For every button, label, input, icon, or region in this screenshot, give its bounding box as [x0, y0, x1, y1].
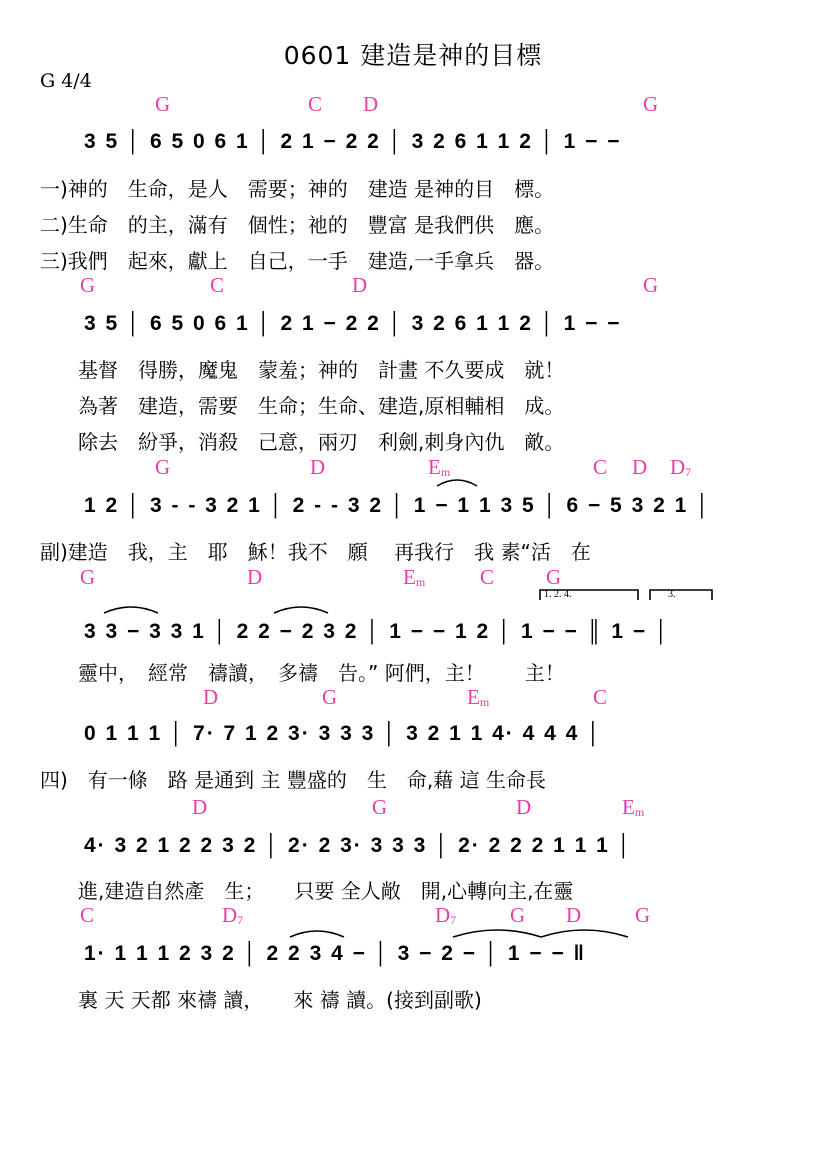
chord-d7: $D_7$ — [435, 903, 457, 927]
chord: C — [308, 92, 323, 116]
chord: D — [632, 455, 648, 479]
lyric-line: 四) 有一條 路 是通到 主 豐盛的 生 命,藉 這 生命長 — [40, 768, 546, 792]
lyric-line: 為著 建造，需要 生命；生命、建造,原相輔相 成。 — [78, 394, 565, 418]
lyric-line: 裏 天 天都 來禱 讀， 來 禱 讀。(接到副歌) — [78, 988, 482, 1012]
chord: D — [566, 903, 582, 927]
notes-line: 3 5 │ 6 5 0 6 1 │ 2 1 − 2 2 │ 3 2 6 1 1 2 │ 1 − − — [84, 130, 622, 153]
chord-em: $E_m$ — [467, 685, 490, 709]
chord: G — [155, 455, 171, 479]
chord: G — [643, 273, 659, 297]
chord: D — [192, 795, 208, 819]
lyric-line: 基督 得勝，魔鬼 蒙羞；神的 計畫 不久要成 就！ — [78, 358, 565, 382]
chord: C — [593, 455, 608, 479]
chord: G — [80, 273, 96, 297]
chord: C — [210, 273, 225, 297]
chord: D — [203, 685, 219, 709]
lyric-line: 靈中， 經常 禱讀， 多禱 告。” 阿們，主！ 主！ — [78, 661, 565, 685]
chord-em: $E_m$ — [428, 455, 451, 479]
chord: D — [363, 92, 379, 116]
chord: G — [372, 795, 388, 819]
lyric-line: 一)神的 生命，是人 需要；神的 建造 是神的目 標。 — [40, 177, 555, 201]
chord-d7: $D_7$ — [670, 455, 692, 479]
chord: G — [510, 903, 526, 927]
page-title: 0601 建造是神的目標 — [283, 41, 543, 70]
chord: G — [546, 565, 562, 589]
chord-em: $E_m$ — [622, 795, 645, 819]
chord: G — [322, 685, 338, 709]
volta-label-2: 3. — [668, 589, 676, 600]
chord: G — [643, 92, 659, 116]
volta-label-1: 1. 2. 4. — [544, 589, 572, 600]
lyric-line: 二)生命 的主，滿有 個性；祂的 豐富 是我們供 應。 — [40, 213, 555, 237]
notes-line: 4· 3 2 1 2 2 3 2 │ 2· 2 3· 3 3 3 │ 2· 2 2 2 1 1 1 │ — [84, 834, 633, 857]
lyric-line: 除去 紛爭，消殺 己意，兩刃 利劍,刺身內仇 敵。 — [78, 430, 565, 454]
chord: C — [480, 565, 495, 589]
key-signature: G 4/4 — [40, 70, 92, 92]
chord: D — [352, 273, 368, 297]
notes-line: 3 5 │ 6 5 0 6 1 │ 2 1 − 2 2 │ 3 2 6 1 1 2 │ 1 − − — [84, 312, 622, 335]
chord: G — [80, 565, 96, 589]
chord: G — [635, 903, 651, 927]
chord: D — [247, 565, 263, 589]
notes-line: 0 1 1 1 │ 7· 7 1 2 3· 3 3 3 │ 3 2 1 1 4· 4 4 4 │ — [84, 722, 603, 745]
chord-em: $E_m$ — [403, 565, 426, 589]
notes-line: 1 2 │ 3 - - 3 2 1 │ 2 - - 3 2 │ 1 − 1 1 3 5 │ 6 − 5 3 2 1 │ — [84, 494, 712, 517]
lyric-line: 進,建造自然產 生； 只要 全人敞 開,心轉向主,在靈 — [78, 879, 574, 903]
notes-line: 3 3 − 3 3 1 │ 2 2 − 2 3 2 │ 1 − − 1 2 │ 1 − − ║ 1 − │ — [84, 620, 671, 643]
chord-d7: $D_7$ — [222, 903, 244, 927]
chord: C — [593, 685, 608, 709]
notes-line: 1· 1 1 1 2 3 2 │ 2 2 3 4 − │ 3 − 2 − │ 1 − − ‖ — [84, 942, 587, 965]
lyric-line: 三)我們 起來，獻上 自己，一手 建造,一手拿兵 器。 — [40, 249, 555, 273]
chord: D — [310, 455, 326, 479]
lyric-line: 副)建造 我，主 耶 穌！我不 願 再我行 我 素“活 在 — [40, 540, 591, 564]
chord: G — [155, 92, 171, 116]
chord: D — [516, 795, 532, 819]
chord: C — [80, 903, 95, 927]
